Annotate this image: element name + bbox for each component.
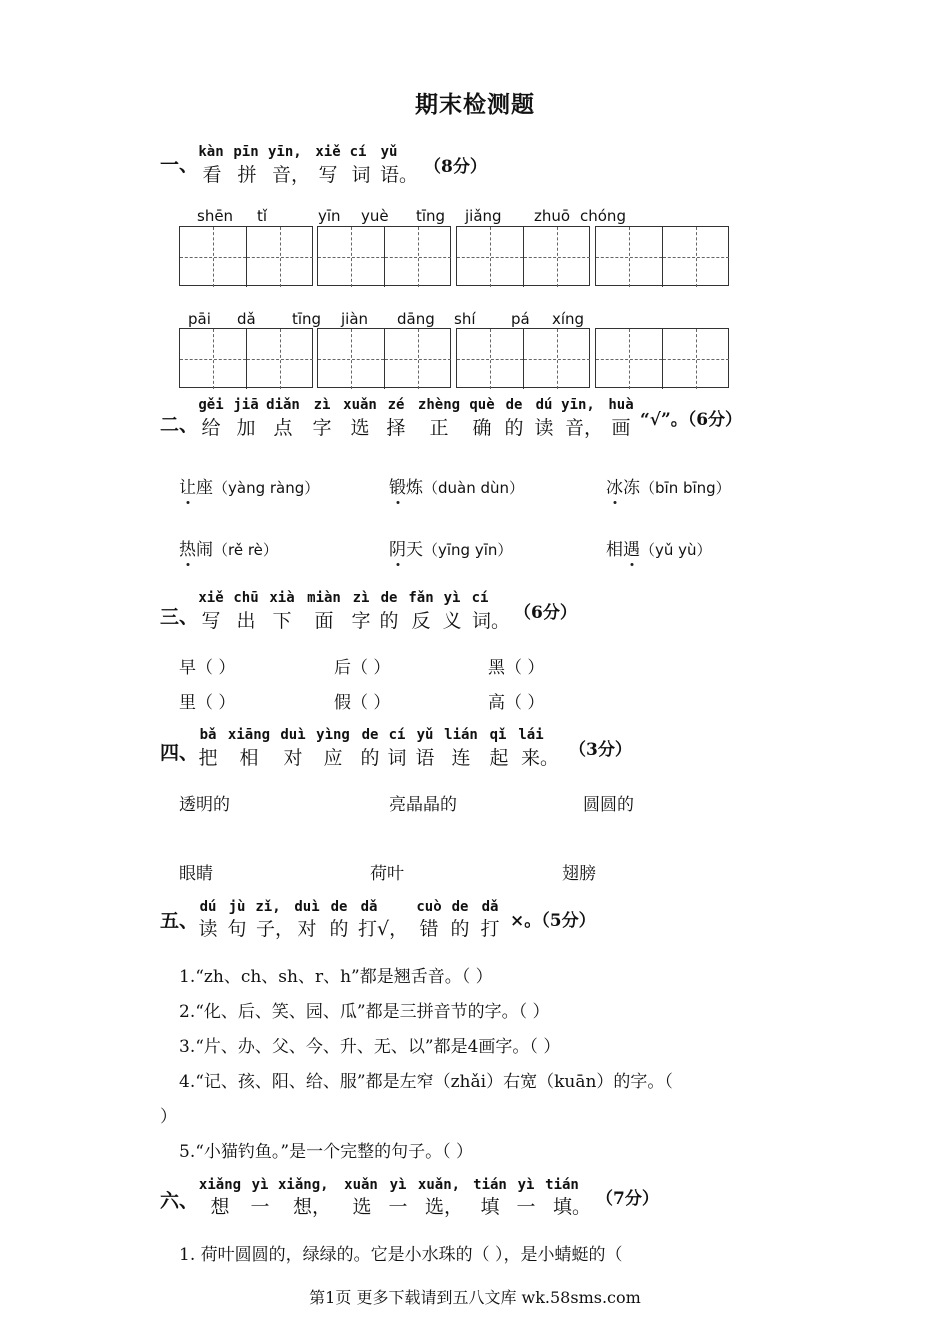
q2-number: 二、 <box>160 414 199 436</box>
writing-box[interactable] <box>317 328 451 388</box>
py: xiě <box>198 590 224 606</box>
py: yì <box>251 1177 269 1193</box>
q4-word-bottom[interactable]: 荷叶 <box>370 864 404 884</box>
py: lái <box>518 727 544 743</box>
py: miàn <box>307 590 341 606</box>
hz: 选 <box>352 1196 372 1218</box>
py: zé <box>387 397 405 413</box>
hz: 给 <box>201 417 221 439</box>
page-footer: 第1页 更多下载请到五八文库 wk.58sms.com <box>309 1288 641 1307</box>
py: de <box>451 899 469 915</box>
pinyin-options: （bīn bīng） <box>640 479 731 497</box>
q5-statement-2[interactable]: 2.“化、后、笑、园、瓜”都是三拼音节的字。（ ） <box>179 1002 550 1022</box>
py: cí <box>388 727 406 743</box>
py: zì <box>352 590 370 606</box>
grid-pinyin: chóng <box>580 207 626 225</box>
py: cuò <box>416 899 442 915</box>
dotted-char: 锻 <box>389 478 406 498</box>
py: yǔ <box>416 727 434 743</box>
q3-item[interactable]: 早（ ） <box>179 658 236 678</box>
word-rest: 天 <box>406 540 423 560</box>
hz: 想 <box>210 1196 230 1218</box>
hz: 义 <box>442 610 462 632</box>
hz: 一 <box>250 1196 270 1218</box>
q2-item-3[interactable] <box>606 473 731 498</box>
hz: 错 <box>419 918 439 940</box>
py: kàn <box>198 144 224 160</box>
py: xuǎn <box>344 1177 378 1193</box>
hz: 语 <box>415 747 435 769</box>
q3-score: （6分） <box>514 603 577 623</box>
hz: 反 <box>411 610 431 632</box>
hz: 音， <box>565 417 604 439</box>
writing-box[interactable] <box>595 226 729 286</box>
word-rest: 闹 <box>196 540 213 560</box>
hz: 应 <box>323 747 343 769</box>
py: yì <box>517 1177 535 1193</box>
grid-pinyin: tīng <box>416 207 446 225</box>
grid-pinyin: dǎ <box>237 310 256 328</box>
hz: 出 <box>236 610 256 632</box>
grid-pinyin: yīn <box>318 207 341 225</box>
dotted-char: 让 <box>179 478 196 498</box>
py: de <box>380 590 398 606</box>
hz: 填。 <box>553 1196 592 1218</box>
q2-item-6[interactable] <box>606 535 712 560</box>
hz: 正 <box>429 417 449 439</box>
q3-item[interactable]: 假（ ） <box>334 693 391 713</box>
py: jiā <box>233 397 259 413</box>
q3-item[interactable]: 后（ ） <box>334 658 391 678</box>
q4-score: （3分） <box>569 740 632 760</box>
hz: 词 <box>387 747 407 769</box>
py: jù <box>228 899 246 915</box>
py: xià <box>269 590 295 606</box>
q2-item-4[interactable] <box>179 535 278 560</box>
hz: 对 <box>283 747 303 769</box>
hz: 读 <box>534 417 554 439</box>
hz: 的 <box>504 417 524 439</box>
q4-number: 四、 <box>160 742 199 764</box>
hz: 打 <box>480 918 500 940</box>
grid-pinyin: zhuō <box>534 207 571 225</box>
hz: 的 <box>450 918 470 940</box>
hz: 面 <box>314 610 334 632</box>
py: xiǎng, <box>278 1177 329 1193</box>
hz: 相 <box>239 747 259 769</box>
hz: 一 <box>516 1196 536 1218</box>
writing-box[interactable] <box>456 226 590 286</box>
q2-score: “√”。（6分） <box>640 410 743 430</box>
writing-box[interactable] <box>179 328 313 388</box>
py: bǎ <box>199 727 217 743</box>
hz: 的 <box>360 747 380 769</box>
q5-statement-4[interactable]: 4.“记、孩、阳、给、服”都是左窄（zhǎi）右宽（kuān）的字。（ <box>179 1072 673 1092</box>
pinyin-options: （yàng ràng） <box>213 479 320 497</box>
q3-item[interactable]: 黑（ ） <box>488 658 545 678</box>
py: dǎ <box>360 899 378 915</box>
grid-pinyin: pá <box>511 310 530 328</box>
py: zǐ, <box>255 899 281 915</box>
hz: 起 <box>489 747 509 769</box>
hz: 填 <box>480 1196 500 1218</box>
hz: 选 <box>350 417 370 439</box>
py: zì <box>313 397 331 413</box>
hz: 打√， <box>358 918 409 940</box>
py: dǎ <box>481 899 499 915</box>
py: lián <box>444 727 478 743</box>
q2-item-5[interactable] <box>389 535 512 560</box>
q4-word-top[interactable]: 圆圆的 <box>583 795 634 815</box>
q2-item-1[interactable] <box>179 473 319 498</box>
py: duì <box>280 727 306 743</box>
q1-number: 一、 <box>160 154 199 176</box>
py: xiě <box>315 144 341 160</box>
q5-statement-1[interactable]: 1.“zh、ch、sh、r、h”都是翘舌音。（ ） <box>179 967 493 987</box>
hz: 拼 <box>237 164 257 186</box>
py: tián <box>545 1177 579 1193</box>
writing-box[interactable] <box>456 328 590 388</box>
hz: 连 <box>451 747 471 769</box>
q6-score: （7分） <box>596 1189 659 1209</box>
py: dú <box>199 899 217 915</box>
py: de <box>361 727 379 743</box>
hz: 选， <box>425 1196 464 1218</box>
py: xiǎng <box>198 1177 242 1193</box>
py: què <box>469 397 495 413</box>
q2-item-2[interactable] <box>389 473 524 498</box>
hz: 词 <box>351 164 371 186</box>
q6-item-1[interactable]: 1. 荷叶圆圆的，绿绿的。它是小水珠的（ ），是小蜻蜓的（ <box>179 1245 623 1265</box>
py: qǐ <box>489 727 507 743</box>
q4-word-top[interactable]: 透明的 <box>179 795 230 815</box>
q3-item[interactable]: 高（ ） <box>488 693 545 713</box>
q3-number: 三、 <box>160 606 199 628</box>
writing-box[interactable] <box>595 328 729 388</box>
grid-pinyin: tīng <box>292 310 322 328</box>
py: diǎn <box>266 397 300 413</box>
py: xuǎn <box>343 397 377 413</box>
grid-pinyin: jiàn <box>341 310 369 328</box>
word-pre: 相 <box>606 540 623 560</box>
py: de <box>505 397 523 413</box>
grid-pinyin: xíng <box>552 310 585 328</box>
py: gěi <box>198 397 224 413</box>
grid-pinyin: tǐ <box>257 207 268 225</box>
pinyin-options: （duàn dùn） <box>423 479 525 497</box>
pinyin-options: （yīng yīn） <box>423 541 513 559</box>
hz: 写 <box>318 164 338 186</box>
py: pīn <box>233 144 259 160</box>
grid-pinyin: shēn <box>197 207 234 225</box>
hz: 点 <box>273 417 293 439</box>
py: cí <box>349 144 367 160</box>
dotted-char: 遇 <box>623 540 640 560</box>
py: dú <box>535 397 553 413</box>
q5-number: 五、 <box>160 910 199 932</box>
dotted-char: 阴 <box>389 540 406 560</box>
py: xiāng <box>227 727 271 743</box>
q1-score: （8分） <box>424 157 487 177</box>
q6-number: 六、 <box>160 1190 199 1212</box>
dotted-char: 热 <box>179 540 196 560</box>
py: duì <box>294 899 320 915</box>
writing-box[interactable] <box>179 226 313 286</box>
word-rest: 炼 <box>406 478 423 498</box>
py: xuǎn, <box>417 1177 461 1193</box>
hz: 下 <box>272 610 292 632</box>
py: yì <box>443 590 461 606</box>
py: yì <box>389 1177 407 1193</box>
q1-grid-row1 <box>0 226 950 288</box>
py: yīn, <box>268 144 302 160</box>
py: yīn, <box>561 397 595 413</box>
hz: 画 <box>611 417 631 439</box>
pinyin-options: （rě rè） <box>213 541 278 559</box>
hz: 的 <box>379 610 399 632</box>
hz: 的 <box>329 918 349 940</box>
hz: 句 <box>227 918 247 940</box>
q4-word-bottom[interactable]: 翅膀 <box>562 864 596 884</box>
q1-row2-pinyin <box>0 310 950 330</box>
q1-row1-pinyin <box>0 207 950 227</box>
grid-pinyin: jiǎng <box>465 207 502 225</box>
hz: 把 <box>198 747 218 769</box>
q5-score: ×。（5分） <box>510 911 596 931</box>
q4-word-bottom[interactable]: 眼睛 <box>179 864 213 884</box>
py: yǔ <box>380 144 398 160</box>
hz: 音， <box>272 164 311 186</box>
hz: 确 <box>472 417 492 439</box>
hz: 看 <box>202 164 222 186</box>
hz: 加 <box>236 417 256 439</box>
word-rest: 冻 <box>623 478 640 498</box>
hz: 来。 <box>521 747 560 769</box>
py: huà <box>608 397 634 413</box>
hz: 字 <box>351 610 371 632</box>
hz: 一 <box>388 1196 408 1218</box>
q1-grid-row2 <box>0 328 950 390</box>
py: de <box>330 899 348 915</box>
hz: 想， <box>293 1196 332 1218</box>
q3-item[interactable]: 里（ ） <box>179 693 236 713</box>
dotted-char: 冰 <box>606 478 623 498</box>
hz: 子， <box>256 918 295 940</box>
py: fǎn <box>408 590 434 606</box>
grid-pinyin: shí <box>454 310 476 328</box>
page-title: 期末检测题 <box>415 91 535 118</box>
hz: 择 <box>386 417 406 439</box>
hz: 语。 <box>380 164 419 186</box>
grid-pinyin: dāng <box>397 310 435 328</box>
writing-box[interactable] <box>317 226 451 286</box>
q5-statement-4-cont[interactable]: ） <box>160 1107 177 1127</box>
py: zhèng <box>417 397 461 413</box>
word-rest: 座 <box>196 478 213 498</box>
q5-statement-3[interactable]: 3.“片、办、父、今、升、无、以”都是4画字。（ ） <box>179 1037 561 1057</box>
py: cí <box>471 590 489 606</box>
hz: 读 <box>198 918 218 940</box>
py: tián <box>473 1177 507 1193</box>
hz: 写 <box>201 610 221 632</box>
hz: 字 <box>312 417 332 439</box>
hz: 对 <box>297 918 317 940</box>
py: yìng <box>316 727 350 743</box>
hz: 词。 <box>472 610 511 632</box>
grid-pinyin: yuè <box>361 207 389 225</box>
q4-word-top[interactable]: 亮晶晶的 <box>389 795 457 815</box>
q5-statement-5[interactable]: 5.“小猫钓鱼。”是一个完整的句子。（ ） <box>179 1142 474 1162</box>
pinyin-options: （yǔ yù） <box>640 541 712 559</box>
py: chū <box>233 590 259 606</box>
grid-pinyin: pāi <box>188 310 211 328</box>
